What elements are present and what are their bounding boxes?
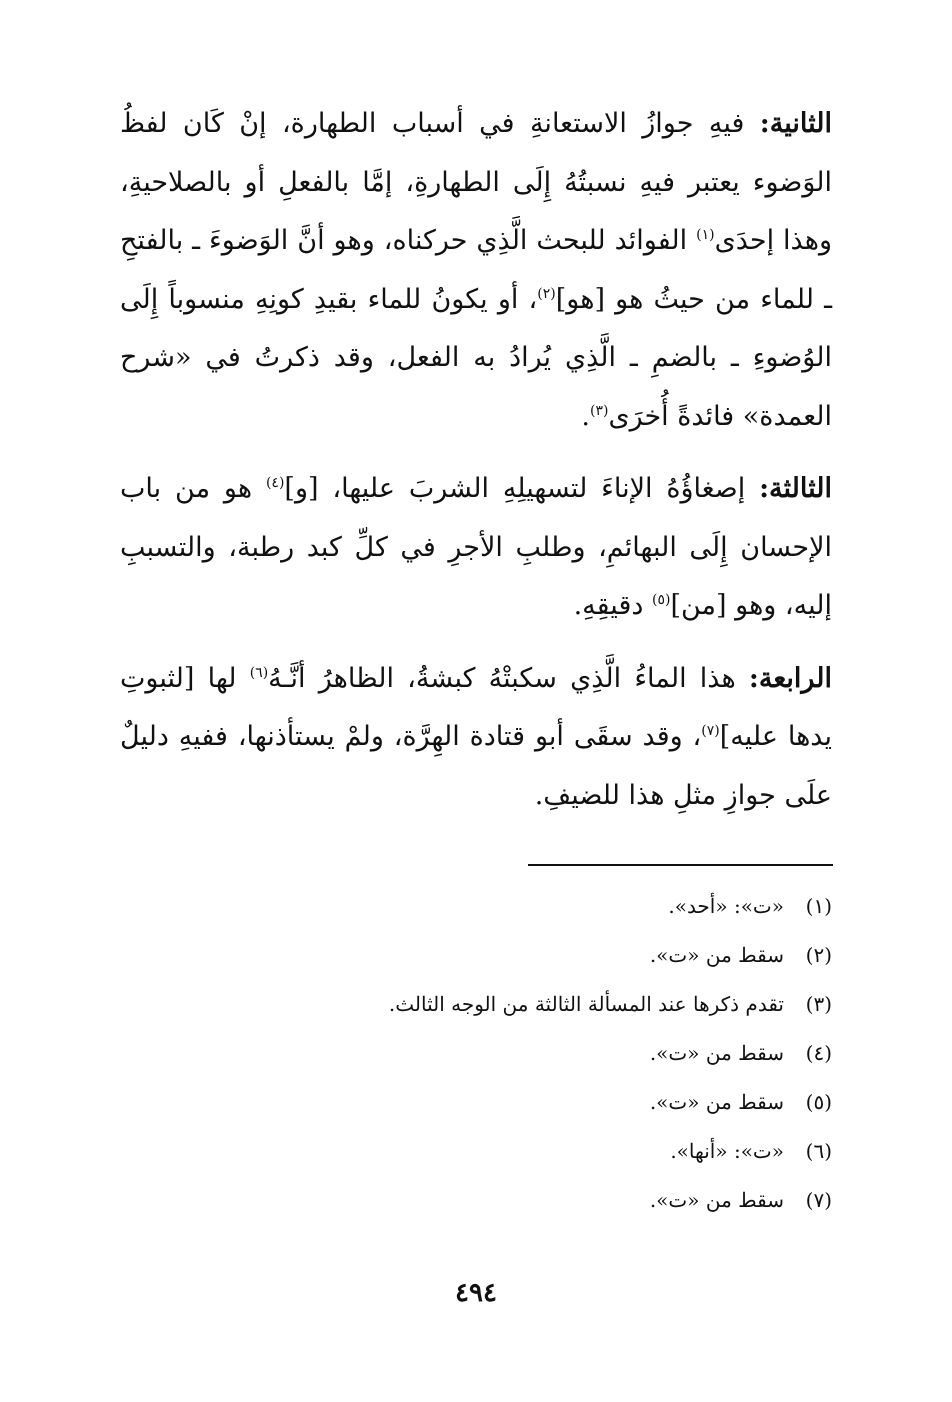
paragraph-text: لها [لثبوتِ يدها عليه] [120, 662, 832, 752]
footnote-text: تقدم ذكرها عند المسألة الثالثة من الوجه الثالث. [388, 992, 784, 1016]
footnote-ref[interactable]: (٦) [249, 664, 269, 681]
paragraph-fourth [120, 650, 832, 826]
footnote-number: (٤) [805, 1041, 832, 1065]
paragraph-text: دقيقِهِ. [573, 590, 652, 621]
main-text [120, 95, 832, 839]
paragraph-text: هو من باب الإحسان إِلَى البهائمِ، وطلبِ الأجرِ في كلِّ كبد رطبة، والتسببِ إليه، وهو [من] [120, 473, 832, 621]
footnote-ref[interactable]: (٤) [265, 475, 285, 491]
footnote-text: سقط من «ت». [649, 1041, 784, 1065]
footnote-ref[interactable]: (٣) [589, 402, 609, 419]
footnote-number: (٦) [805, 1139, 832, 1163]
paragraph-text: . [581, 400, 590, 432]
footnote-item [120, 1176, 832, 1225]
paragraph-third [120, 460, 832, 636]
footnote-item [120, 1029, 832, 1078]
paragraph-text: إصغاؤُهُ الإناءَ لتسهيلِهِ الشربَ عليها، [و] [284, 473, 760, 504]
footnote-number: (٢) [805, 943, 832, 967]
footnote-item [120, 1127, 832, 1176]
footnote-text: سقط من «ت». [649, 1090, 784, 1114]
paragraph-second [120, 95, 832, 446]
footnote-number: (٣) [805, 992, 832, 1016]
footnote-ref[interactable]: (١) [696, 227, 715, 243]
paragraph-text: ، أو يكونُ للماء بقيدِ كونِهِ منسوباً إِلَى الوُضوءِ ـ بالضمِ ـ الَّذِي يُرادُ به الفعل، وقد ذكرتُ في «شرح العمدة» فائدةً أُخرَى [120, 283, 832, 432]
paragraph-heading: الرابعة: [748, 662, 832, 694]
footnote-number: (٥) [805, 1090, 832, 1114]
footnote-item [120, 1078, 832, 1127]
footnote-text: «ت»: «أنها». [670, 1139, 784, 1163]
footnote-text: سقط من «ت». [649, 1188, 784, 1212]
footnote-ref[interactable]: (٧) [701, 723, 720, 739]
footnote-text: «ت»: «أحد». [668, 894, 784, 918]
footnote-item [120, 882, 832, 931]
footnote-number: (٧) [805, 1188, 832, 1212]
footnote-ref[interactable]: (٢) [537, 285, 556, 302]
footnote-number: (١) [805, 894, 832, 918]
footnote-item [120, 980, 832, 1029]
paragraph-text: فيهِ جوازُ الاستعانةِ في أسباب الطهارة، إنْ كَان لفظُ الوَضوء يعتبر فيهِ نسبتُهُ إِلَى الطهارةِ، إمَّا بالفعلِ أو بالصلاحيةِ، وهذا إحدَى [120, 108, 832, 256]
paragraph-text: الفوائد للبحث الَّذِي حركناه، وهو أنَّ الوَضوءَ ـ بالفتحِ ـ للماء من حيثُ هو [هو] [120, 225, 833, 315]
footnote-item [120, 931, 832, 980]
paragraph-heading: الثانية: [759, 108, 832, 139]
footnote-divider [528, 864, 833, 866]
footnotes-list [120, 882, 832, 1225]
footnote-ref[interactable]: (٥) [651, 592, 671, 608]
footnote-text: سقط من «ت». [649, 943, 784, 967]
page-number: ٤٩٤ [455, 1278, 497, 1308]
paragraph-text: ، وقد سقَى أبو قتادة الهِرَّة، ولمْ يستأذنها، ففيهِ دليلٌ علَى جوازِ مثلِ هذا للضيفِ. [120, 721, 832, 811]
paragraph-text: هذا الماءُ الَّذِي سكبتْهُ كبشةُ، الظاهرُ أنَّـهُ [268, 662, 749, 694]
paragraph-heading: الثالثة: [759, 473, 833, 504]
